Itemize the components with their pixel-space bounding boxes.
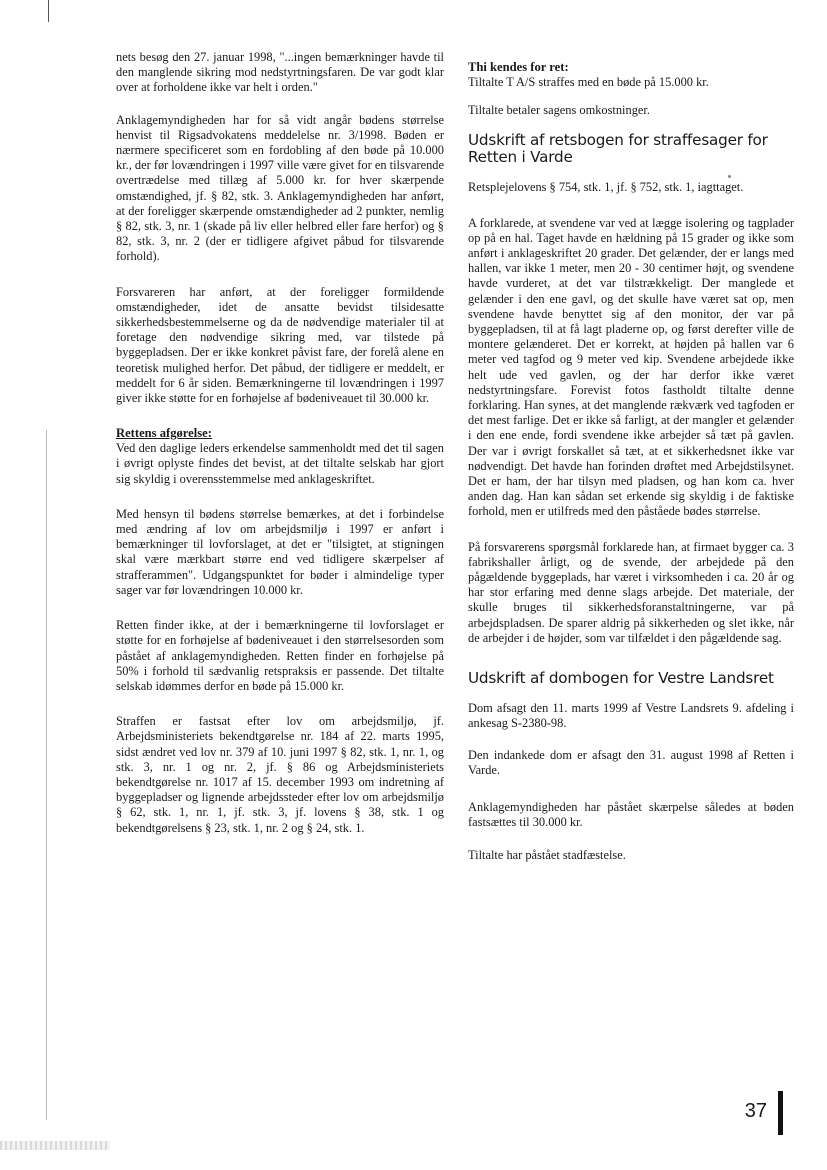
margin-rule: [46, 430, 47, 1120]
paragraph: Dom afsagt den 11. marts 1999 af Vestre Landsrets 9. afdeling i ankesag S-2380-98.: [468, 701, 794, 731]
paragraph: Den indankede dom er afsagt den 31. august 1998 af Retten i Varde.: [468, 747, 794, 777]
paragraph: På forsvarerens spørgsmål forklarede han, at firmaet bygger ca. 3 fabrikshaller årligt, og de svende, der arbejdede på den pågældende byggeplads, har været i virksomheden i ca. 20 år og har stor erfaring med denne slags arbejde. Det materiale, der skulle bruges til sikkerhedsforanstaltningerne, var på arbejdspladsen. De sparer aldrig på sikkerheden og slet ikke, når de arbejder i de højder, som var tilfældet i den pågældende sag.: [468, 539, 794, 645]
section-title: Udskrift af dombogen for Vestre Landsret: [468, 669, 774, 688]
paragraph: Anklagemyndigheden har påstået skærpelse således at bøden fastsættes til 30.000 kr.: [468, 799, 794, 830]
scan-artifact: [0, 1141, 110, 1150]
left-column: [116, 50, 444, 851]
section-heading: Rettens afgørelse:: [116, 426, 212, 441]
paragraph: Retsplejelovens § 754, stk. 1, jf. § 752, stk. 1, iagttaget.: [468, 180, 744, 195]
paragraph: Forsvareren har anført, at der foreligger formildende omstændigheder, idet de ansatte bevidst tilsidesatte sikkerhedsbestemmelserne og da de nødvendige materialer til at foretage den nødvendige sikring med, var tilstede på byggepladsen. Der er ikke konkret påvist fare, der forelå alene en teoretisk mulighed herfor. Det påbud, der tidligere er meddelt, er meddelt for 6 år siden. Bemærkningerne til lovændringen i 1997 giver ikke støtte for en forhøjelse af bødeniveauet til 30.000 kr.: [116, 284, 444, 406]
paragraph: Med hensyn til bødens størrelse bemærkes, at det i forbindelse med ændring af lov om arbejdsmiljø i 1997 er anført i bemærkninger til lovforslaget, at det er "tilsigtet, at stigningen skal være mærkbart større end ved tidligere skærpelser af strafferammen". Udgangspunktet for bøder i almindelige typer sager var før lovændringen 10.000 kr.: [116, 506, 444, 597]
paragraph: Straffen er fastsat efter lov om arbejdsmiljø, jf. Arbejdsministeriets bekendtgørelse nr. 184 af 22. marts 1995, sidst ændret ved lov nr. 379 af 10. juni 1997 § 82, stk. 1, nr. 1, og stk. 3, nr. 1 og nr. 2, jf. § 86 og Arbejdsministeriets bekendtgørelse nr. 1017 af 15. december 1993 om indretning af byggepladser og lignende arbejdssteder efter lov om arbejdsmiljø § 62, stk. 1, nr. 1, jf. stk. 3, jf. lovens § 38, stk. 1 og bekendtgørelsens § 23, stk. 1, nr. 2 og § 24, stk. 1.: [116, 714, 444, 835]
page-number: 37: [744, 1100, 767, 1122]
right-column: [468, 60, 794, 879]
section-title: Udskrift af retsbogen for straffesager for Retten i Varde: [468, 131, 768, 167]
paragraph: Anklagemyndigheden har for så vidt angår bødens størrelse henvist til Rigsadvokatens meddelelse nr. 3/1998. Bøden er nærmere specificeret som en fordobling af den bøde på 10.000 kr., der før lovændringen i 1997 ville være givet for en tilsvarende overtrædelse med tillæg af 5.000 kr. for hver skærpende omstændighed, jf. § 82, stk. 3. Anklagemyndigheden har anført, at der foreligger skærpende omstændigheder ad 2 punkter, nemlig § 82, stk. 3, nr. 1 (skade på liv eller helbred eller fare herfor) og § 82, stk. 3, nr. 2 (der er tidligere afgivet påbud for tilsvarende forhold).: [116, 112, 444, 264]
margin-rule: [48, 0, 49, 22]
page-number-bar: [778, 1091, 783, 1135]
paragraph: Tiltalte betaler sagens omkostninger.: [468, 103, 650, 118]
paragraph: Tiltalte T A/S straffes med en bøde på 15.000 kr.: [468, 75, 709, 89]
paragraph: Ved den daglige leders erkendelse sammenholdt med det til sagen i øvrigt oplyste findes det bevist, at det tiltalte selskab har gjort sig skyldig i overensstemmelse med anklageskriftet.: [116, 441, 444, 486]
paragraph: Retten finder ikke, at der i bemærkningerne til lovforslaget er støtte for en forhøjelse af bødeniveauet i den størrelsesorden som påstået af anklagemyndigheden. Retten finder en forhøjelse på 50% i forhold til sædvanlig retspraksis er passende. Det tiltalte selskab idømmes derfor en bøde på 15.000 kr.: [116, 618, 444, 693]
paragraph: A forklarede, at svendene var ved at lægge isolering og tagplader op på en hal. Taget havde en hældning på 15 grader og ikke som anført i anklageskriftet 20 grader. Det gelænder, der er langs med hallen, var ikke 1 meter, men 20 - 30 centimer højt, og svendene havde vurderet, at det var tilstrækkeligt. Der manglede et gelænder i den ene gavl, og det skulle have været sat op, men svendene havde benyttet sig af den monitor, der var på byggepladsen, til at få lagt pladerne op, og først derefter ville de montere gelænderet. Det er korrekt, at højden på hallen var 6 meter ved tagfod og 9 meter ved kip. Svendene arbejdede ikke helt ude ved gavlen, og der har derfor ikke været nedstyrtningsfare. Forevist fotos fastholdt tiltalte denne forklaring. Han synes, at det manglende rækværk ved tagfoden er det mest farlige. Det er ikke så farligt, at der mangler et gelænder i den ene ende, fordi svendene ikke arbejder så tæt på gavlen. Der var i øvrigt forskallet så tæt, at et sikkerhedsnet ikke var nødvendigt. Det havde han forinden drøftet med Arbejdstilsynet. Det er ham, der har tilsyn med pladsen, og han kom ca. hver anden dag. Han kan sådan set erkende sig skyldig i de faktiske forhold, men er utilfreds med den påståede bødes størrelse.: [468, 215, 794, 519]
paragraph: nets besøg den 27. januar 1998, "...ingen bemærkninger havde til den manglende sikring mod nedstyrtningsfaren. De var godt klar over at forholdene ikke var helt i orden.": [116, 50, 444, 95]
paragraph: Tiltalte har påstået stadfæstelse.: [468, 848, 626, 863]
verdict-heading: Thi kendes for ret:: [468, 60, 569, 74]
